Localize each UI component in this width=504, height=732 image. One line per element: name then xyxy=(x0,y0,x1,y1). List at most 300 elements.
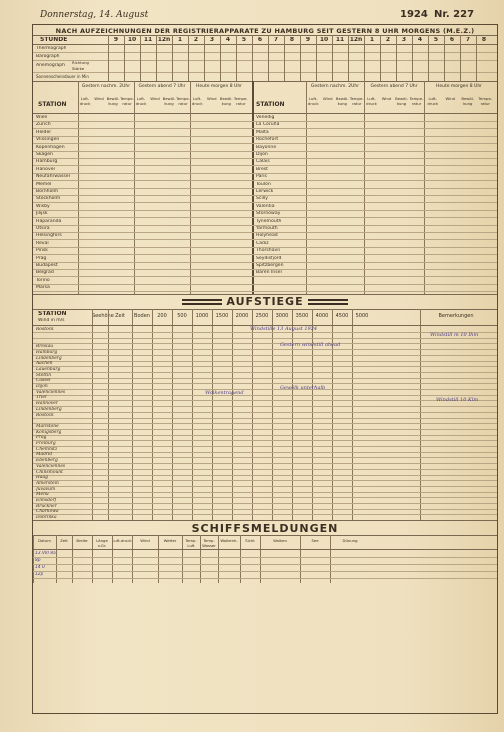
station-name-left: Kopenhagen xyxy=(36,144,65,150)
anemo-sub-staerke: Stärke xyxy=(72,66,85,71)
document-number: Nr. 227 xyxy=(434,9,475,20)
hour-cell: 3 xyxy=(209,37,215,42)
aufstiege-station: Charkowa xyxy=(36,509,59,515)
hour-cell: 7 xyxy=(465,37,471,42)
station-row-line xyxy=(33,239,497,240)
station-row-line xyxy=(33,195,497,196)
aufstiege-row-line xyxy=(33,503,497,504)
hour-cell: 12n xyxy=(157,37,171,42)
aufstiege-title xyxy=(33,295,497,308)
aufstiege-row-line xyxy=(33,412,497,413)
aufstiege-station: Trier xyxy=(36,395,48,401)
aufstiege-station-header: STATION xyxy=(38,311,67,316)
aufstiege-row-line xyxy=(33,355,497,356)
station-name-left: Pinsk xyxy=(36,248,48,254)
aufstiege-row-line xyxy=(33,332,497,333)
aufstiege-station: Rostock xyxy=(36,327,54,332)
hand-note-4: Windstill 10 Klm xyxy=(436,397,479,403)
aufstiege-row-line xyxy=(33,509,497,510)
row-label-barograph: Barograph xyxy=(36,54,60,59)
aufstiege-row-line xyxy=(33,389,497,390)
station-name-left: Bornholm xyxy=(36,189,59,194)
aufstiege-station: Prag xyxy=(36,435,47,441)
station-name-right: Holyhead xyxy=(256,233,278,239)
aufstiege-station: Ebenberg xyxy=(36,458,58,464)
aufstiege-col-header: Bemerkungen xyxy=(438,313,474,319)
station-name-left: Marsa xyxy=(36,285,50,291)
station-name-left: Neufahrwasser xyxy=(36,174,71,180)
station-header-left: STATION xyxy=(38,101,67,108)
aufstiege-row-line xyxy=(33,406,497,407)
station-row-line xyxy=(33,254,497,255)
aufstiege-station: Haag xyxy=(36,475,48,481)
schiffs-title: SCHIFFSMELDUNGEN xyxy=(191,522,339,535)
hour-grid-line xyxy=(188,35,189,81)
aufstiege-station: Marlstone xyxy=(36,423,59,429)
station-name-left: Utsira xyxy=(36,226,50,231)
aufstiege-row-line xyxy=(33,440,497,441)
station-col-header: Bewöl-kung xyxy=(219,96,233,106)
hour-cell: 6 xyxy=(449,37,455,42)
schiffs-col-line xyxy=(260,535,261,583)
hour-grid-line xyxy=(220,35,221,81)
station-col-header: Tempe-ratur xyxy=(409,96,424,106)
hour-grid-line xyxy=(428,35,429,81)
station-row-line xyxy=(33,136,497,137)
aufstiege-col-header: 4000 xyxy=(315,313,329,319)
aufstiege-title-text: AUFSTIEGE xyxy=(226,295,304,308)
aufstiege-station: Valenciennes xyxy=(36,463,66,469)
aufstiege-wind-sub: Wind in m/s xyxy=(38,318,65,323)
station-row-line xyxy=(33,121,497,122)
station-row-line xyxy=(33,158,497,159)
station-name-left: Skagen xyxy=(36,152,53,157)
schiffs-row-line xyxy=(33,578,497,579)
hour-grid-line xyxy=(332,35,333,81)
schiffs-col-line xyxy=(72,535,73,583)
aufstiege-row-line xyxy=(33,338,497,339)
hour-cell: 9 xyxy=(113,37,119,42)
schiffs-col-header: Sicht xyxy=(245,538,255,543)
schiffs-col-header: Breite xyxy=(76,538,88,543)
station-row-line xyxy=(33,247,497,248)
station-name-left: Belgrad xyxy=(36,270,54,276)
station-name-left: Zürich xyxy=(36,122,51,128)
schiffs-col-line xyxy=(158,535,159,583)
aufstiege-row-line xyxy=(33,492,497,493)
hour-grid-line xyxy=(444,35,445,81)
aufstiege-row-line xyxy=(33,400,497,401)
aufstiege-col-header: Zeit xyxy=(115,313,125,319)
aufstiege-col-line xyxy=(332,309,333,520)
hour-grid-line xyxy=(268,35,269,81)
aufstiege-col-header: 1000 xyxy=(195,313,209,319)
station-row-line xyxy=(33,276,497,277)
hour-cell: 6 xyxy=(257,37,263,42)
station-row-line xyxy=(33,262,497,263)
hand-note-5: Gewölk unterhalb xyxy=(280,385,326,391)
aufstiege-station: Bruckner xyxy=(36,503,57,509)
aufstiege-row-line xyxy=(33,457,497,458)
hour-grid-line xyxy=(108,35,109,81)
aufstiege-row-line xyxy=(33,361,497,362)
station-name-left: Hamburg xyxy=(36,159,58,165)
aufstiege-station: Rostock xyxy=(36,412,54,418)
aufstiege-col-header: 3500 xyxy=(295,313,309,319)
group-right-2: Gestern abend 7 Uhr xyxy=(370,84,418,89)
hour-cell: 3 xyxy=(401,37,407,42)
hour-cell: 10 xyxy=(127,37,137,42)
station-col-header: Luft-druck xyxy=(79,96,91,106)
aufstiege-col-line xyxy=(152,309,153,520)
station-col-header: Wind xyxy=(150,96,160,101)
station-col-header: Luft-druck xyxy=(135,96,147,106)
schiffs-col-line xyxy=(240,535,241,583)
schiffs-col-line xyxy=(132,535,133,583)
aufstiege-col-line xyxy=(108,309,109,520)
hour-grid-line xyxy=(316,35,317,81)
aufstiege-col-line xyxy=(420,309,421,520)
aufstiege-col-header: 200 xyxy=(157,313,167,319)
aufstiege-station: Madrid xyxy=(36,452,53,458)
station-name-left: Wisby xyxy=(36,203,50,209)
row-label-sunshine: Sonnenscheindauer in Min xyxy=(36,74,89,79)
station-name-right: Cadiz xyxy=(256,240,269,246)
station-name-right: Tynemouth xyxy=(256,218,282,224)
aufstiege-row-line xyxy=(33,469,497,470)
hour-cell: 1 xyxy=(177,37,183,42)
aufstiege-station: Freiburg xyxy=(36,441,56,446)
schiffs-row-date: 12p xyxy=(35,572,44,577)
station-col-header: Bewöl-kung xyxy=(162,96,176,106)
schiffs-col-line xyxy=(200,535,201,583)
schiffs-col-line xyxy=(33,535,34,583)
station-name-left: Stockholm xyxy=(36,196,61,202)
station-col-header: Luft-druck xyxy=(191,96,203,106)
hour-grid-line xyxy=(172,35,173,81)
aufstiege-row-line xyxy=(33,514,497,515)
schiffs-col-header: Temp. Wasser xyxy=(202,538,216,548)
aufstiege-station: Stettin xyxy=(36,372,52,378)
schiffs-col-header: Zeit xyxy=(60,538,68,543)
hour-grid-line xyxy=(412,35,413,81)
aufstiege-col-line xyxy=(292,309,293,520)
station-row-line xyxy=(33,210,497,211)
schiffs-col-header: See xyxy=(311,538,319,543)
station-row-line xyxy=(33,202,497,203)
hour-cell: 4 xyxy=(225,37,231,42)
schiffs-row-line xyxy=(33,557,497,558)
station-col-header: Wind xyxy=(445,96,456,101)
station-row-line xyxy=(33,151,497,152)
station-name-right: Valentia xyxy=(256,203,275,209)
station-col-header: Luft-druck xyxy=(307,96,319,106)
station-row-line xyxy=(33,165,497,166)
schiffs-col-header: Wolken xyxy=(273,538,287,543)
hour-cell: 7 xyxy=(273,37,279,42)
hours-label: STUNDE xyxy=(40,37,68,42)
group-left-1: Gestern nachm. 2Uhr xyxy=(81,84,131,89)
aufstiege-row-line xyxy=(33,418,497,419)
station-name-right: Scilly xyxy=(256,196,268,202)
aufstiege-station: Dijon xyxy=(36,384,48,389)
aufstiege-col-line xyxy=(312,309,313,520)
aufstiege-col-line xyxy=(212,309,213,520)
station-col-header: Bewöl-kung xyxy=(461,96,475,106)
title-rule-left xyxy=(182,299,222,305)
station-name-left: Torino xyxy=(36,277,50,283)
group-right-3: Heute morgen 8 Uhr xyxy=(435,84,483,89)
group-left-2: Gestern abend 7 Uhr xyxy=(138,84,186,89)
station-col-header: Tempe-ratur xyxy=(120,96,134,106)
title-rule-right xyxy=(308,299,348,305)
hour-cell: 1 xyxy=(369,37,375,42)
hour-grid-line xyxy=(300,35,301,81)
aufstiege-col-header: Seehöhe xyxy=(92,313,114,319)
aufstiege-col-line xyxy=(272,309,273,520)
aufstiege-row-line xyxy=(33,446,497,447)
station-name-right: Malta xyxy=(256,129,269,135)
aufstiege-station: Valenciennes xyxy=(36,389,66,395)
document-date: Donnerstag, 14. August xyxy=(40,10,149,20)
station-name-right: Lerwick xyxy=(256,189,274,194)
station-row-line xyxy=(33,232,497,233)
aufstiege-col-header: 3000 xyxy=(275,313,289,319)
aufstiege-row-line xyxy=(33,383,497,384)
station-name-right: Rochefort xyxy=(256,137,279,143)
station-row-line xyxy=(33,128,497,129)
row-label-anemograph: Anemograph xyxy=(36,63,66,68)
station-row-line xyxy=(33,180,497,181)
station-name-left: Hanover xyxy=(36,166,56,172)
document-year: 1924 xyxy=(400,9,428,20)
schiffs-col-line xyxy=(56,535,57,583)
aufstiege-station: Dobrinka xyxy=(36,515,57,521)
station-col-header: Tempe-ratur xyxy=(478,96,493,106)
station-name-right: Seydisfjord xyxy=(256,255,282,261)
aufstiege-row-line xyxy=(33,435,497,436)
station-row-line xyxy=(33,143,497,144)
station-row-line xyxy=(33,269,497,270)
schiffs-col-header: Temp. Luft xyxy=(185,538,197,548)
aufstiege-row-line xyxy=(33,497,497,498)
aufstiege-row-line xyxy=(33,423,497,424)
schiffs-col-line xyxy=(300,535,301,583)
aufstiege-row-line xyxy=(33,486,497,487)
station-header-right: STATION xyxy=(256,101,285,108)
aufstiege-station: Hamburg xyxy=(36,349,58,355)
aufstiege-station: Breslau xyxy=(36,344,54,350)
hour-grid-line xyxy=(204,35,205,81)
aufstiege-station: Königsberg xyxy=(36,429,62,435)
hour-cell: 2 xyxy=(193,37,199,42)
hour-cell: 2 xyxy=(385,37,391,42)
aufstiege-station: Chinsmount xyxy=(36,469,63,475)
station-row-line xyxy=(33,291,497,292)
hour-grid-line xyxy=(396,35,397,81)
station-name-right: Stornoway xyxy=(256,211,281,217)
aufstiege-row-line xyxy=(33,366,497,367)
station-name-right: Spitzbergen xyxy=(256,263,284,268)
station-name-left: Helder xyxy=(36,129,52,135)
aufstiege-col-header: 1500 xyxy=(215,313,229,319)
station-name-left: Budapest xyxy=(36,263,58,268)
hour-grid-line xyxy=(156,35,157,81)
station-row-line xyxy=(33,173,497,174)
station-col-header: Tempe-ratur xyxy=(349,96,364,106)
group-right-1: Gestern nachm. 2Uhr xyxy=(310,84,360,89)
hour-cell: 4 xyxy=(417,37,423,42)
aufstiege-station: Lindenberg xyxy=(36,355,62,361)
aufstiege-col-header: 5000 xyxy=(355,313,369,319)
hour-cell: 5 xyxy=(241,37,247,42)
aufstiege-col-line xyxy=(252,309,253,520)
aufstiege-station: Chemnitz xyxy=(36,446,58,452)
hand-note-3: Windstill m 10 Ihm xyxy=(430,332,479,338)
station-name-left: Helsingfors xyxy=(36,233,62,239)
aufstiege-row-line xyxy=(33,452,497,453)
aufstiege-row-line xyxy=(33,480,497,481)
station-row-line xyxy=(33,188,497,189)
schiffs-col-line xyxy=(182,535,183,583)
hour-cell: 8 xyxy=(289,37,295,42)
station-name-right: Calais xyxy=(256,159,270,165)
aufstiege-station: Juvavum xyxy=(36,486,56,492)
aufstiege-col-line xyxy=(232,309,233,520)
station-col-header: Luft-druck xyxy=(366,96,377,106)
schiffs-row-date: 8p xyxy=(35,558,41,563)
schiffs-col-header: Länge v.Gr. xyxy=(96,538,108,548)
schiffs-col-header: Wetter xyxy=(163,538,177,543)
aufstiege-station: Aachen xyxy=(36,361,53,367)
station-row-line xyxy=(33,217,497,218)
schiffs-col-header: Luft-druck xyxy=(112,538,132,543)
aufstiege-col-header: Boden xyxy=(134,313,150,319)
aufstiege-station: Lauenburg xyxy=(36,366,61,372)
schiffs-col-header: Datum xyxy=(38,538,51,543)
schiffs-col-line xyxy=(92,535,93,583)
station-name-right: Bayonne xyxy=(256,144,277,150)
station-name-left: Wien xyxy=(36,115,48,120)
aufstiege-row-line xyxy=(33,372,497,373)
station-name-left: Jilijsk xyxy=(36,211,48,217)
station-col-header: Wind xyxy=(322,96,333,101)
station-name-right: Thorshavn xyxy=(256,248,281,254)
aufstiege-col-header: 2000 xyxy=(235,313,249,319)
station-name-left: Prag xyxy=(36,255,47,261)
station-col-header: Tempe-ratur xyxy=(176,96,190,106)
anemo-sub-richtung: Richtung xyxy=(72,60,89,65)
aufstiege-station: Amerstein xyxy=(36,480,59,486)
hour-cell: 11 xyxy=(335,37,345,42)
aufstiege-col-header: 500 xyxy=(177,313,187,319)
schiffs-col-line xyxy=(330,535,331,583)
aufstiege-row-line xyxy=(33,395,497,396)
hour-grid-line xyxy=(380,35,381,81)
station-name-right: Yarmouth xyxy=(256,226,278,231)
hour-grid-line xyxy=(236,35,237,81)
aufstiege-row-line xyxy=(33,429,497,430)
aufstiege-col-line xyxy=(92,309,93,520)
schiffs-col-header: Wind xyxy=(140,538,150,543)
schiffs-row-line xyxy=(33,564,497,565)
hour-cell: 10 xyxy=(319,37,329,42)
hour-cell: 11 xyxy=(143,37,153,42)
aufstiege-col-header: 4500 xyxy=(335,313,349,319)
station-name-left: Memel xyxy=(36,181,52,187)
station-name-right: Brest xyxy=(256,166,268,172)
hour-grid-line xyxy=(140,35,141,81)
hour-cell: 12n xyxy=(349,37,363,42)
station-name-right: Paris xyxy=(256,174,267,180)
station-row-line xyxy=(33,225,497,226)
hand-note-1: Windstille 13 August 1924 xyxy=(250,326,318,332)
hour-cell: 9 xyxy=(305,37,311,42)
aufstiege-station: Cassel xyxy=(36,378,51,384)
schiffs-row-date: 14 0 xyxy=(35,565,45,570)
hour-grid-line xyxy=(476,35,477,81)
aufstiege-row-line xyxy=(33,343,497,344)
hour-grid-line xyxy=(348,35,349,81)
schiffs-col-line xyxy=(112,535,113,583)
hour-cell: 5 xyxy=(433,37,439,42)
schiffs-row-date: 13.VIII 8a xyxy=(35,551,56,556)
aufstiege-col-line xyxy=(172,309,173,520)
hour-grid-line xyxy=(460,35,461,81)
aufstiege-row-line xyxy=(33,463,497,464)
aufstiege-row-line xyxy=(33,378,497,379)
station-name-left: Vlissingen xyxy=(36,137,60,143)
station-name-left: Haparanda xyxy=(36,218,62,224)
schiffs-col-header: Wolkenh. xyxy=(220,538,238,543)
station-name-right: Dijon xyxy=(256,152,268,157)
hour-grid-line xyxy=(284,35,285,81)
aufstiege-row-line xyxy=(33,349,497,350)
hand-note-6: Wolkentragend xyxy=(205,390,244,396)
station-col-header: Bewöl-kung xyxy=(395,96,408,106)
station-col-header: Wind xyxy=(206,96,217,101)
station-row-line xyxy=(33,284,497,285)
aufstiege-col-line xyxy=(352,309,353,520)
hour-grid-line xyxy=(124,35,125,81)
station-col-header: Tempe-ratur xyxy=(233,96,248,106)
aufstiege-station: Lindenberg xyxy=(36,406,62,412)
group-left-3: Heute morgen 8 Uhr xyxy=(195,84,243,89)
station-col-header: Wind xyxy=(94,96,104,101)
station-name-right: Toulon xyxy=(256,181,271,187)
aufstiege-col-line xyxy=(192,309,193,520)
station-col-header: Bewöl-kung xyxy=(106,96,120,106)
station-name-right: La Coruña xyxy=(256,122,280,128)
aufstiege-row-line xyxy=(33,475,497,476)
hand-note-2: Gestern windstill ahead xyxy=(280,342,341,348)
station-col-header: Bewöl-kung xyxy=(335,96,349,106)
aufstiege-station: Menu xyxy=(36,492,49,498)
row-label-thermograph: Thermograph xyxy=(36,46,67,51)
station-name-right: Venedig xyxy=(256,115,275,120)
hour-grid-line xyxy=(364,35,365,81)
schiffs-col-header: Dünung xyxy=(342,538,358,543)
schiffs-row-line xyxy=(33,571,497,572)
schiffs-col-line xyxy=(218,535,219,583)
hour-cell: 8 xyxy=(481,37,487,42)
hour-grid-line xyxy=(252,35,253,81)
aufstiege-col-header: 2500 xyxy=(255,313,269,319)
aufstiege-station: Ennsdorf xyxy=(36,498,57,503)
aufstiege-col-line xyxy=(132,309,133,520)
station-col-header: Luft-druck xyxy=(427,96,439,106)
aufstiege-station: Hannover xyxy=(36,401,58,407)
